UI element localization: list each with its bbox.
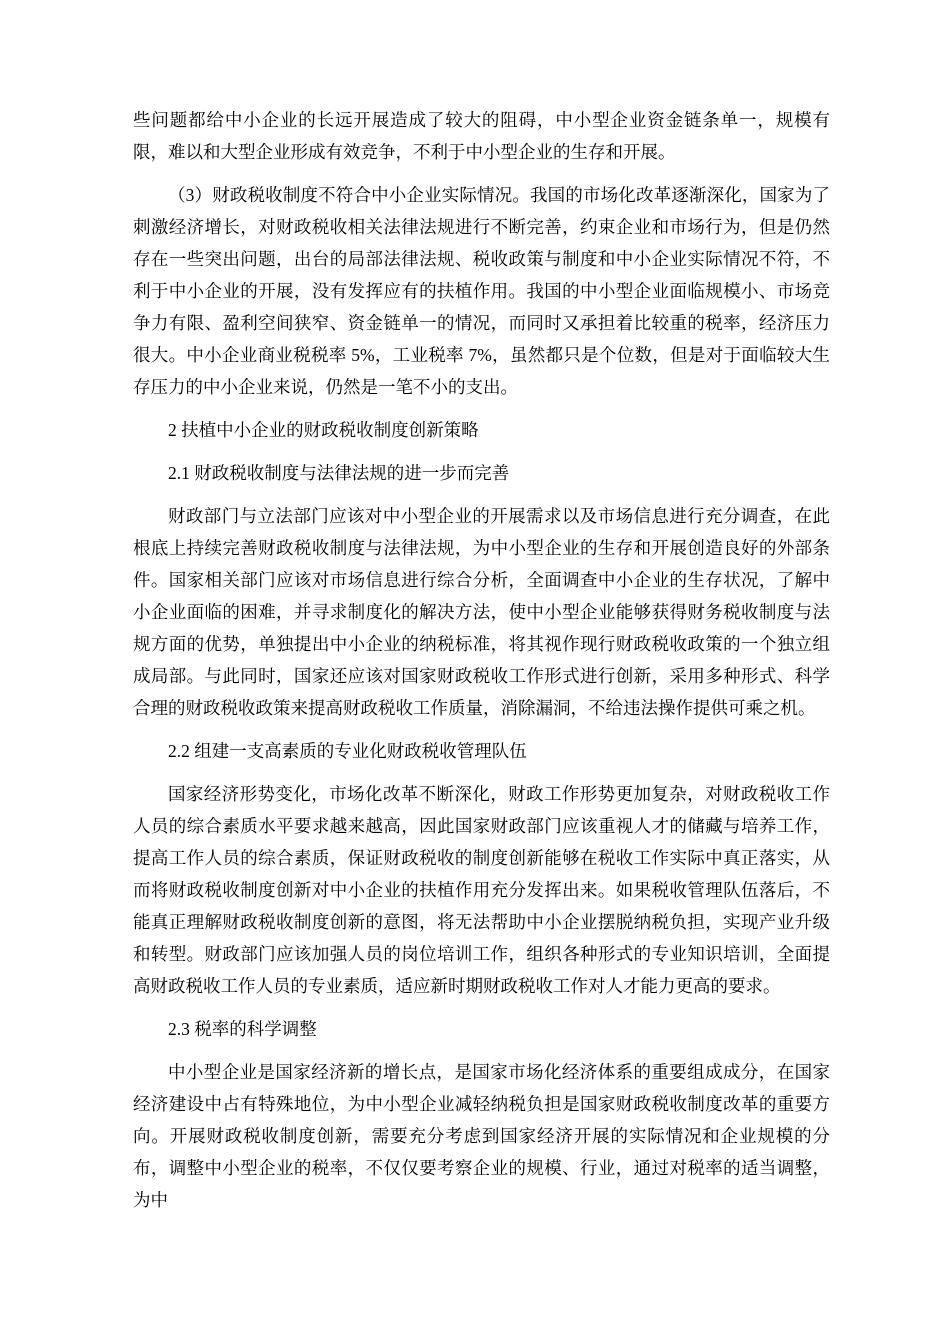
document-content: [133, 104, 830, 1216]
paragraph-professional-team: 国家经济形势变化，市场化改革不断深化，财政工作形势更加复杂，对财政税收工作人员的综合素质水平要求越来越高，因此国家财政部门应该重视人才的储藏与培养工作，提高工作人员的综合素质，保证财政税收的制度创新能够在税收工作实际中真正落实，从而将财政税收制度创新对中小企业的扶植作用充分发挥出来。如果税收管理队伍落后，不能真正理解财政税收制度创新的意图，将无法帮助中小企业摆脱纳税负担，实现产业升级和转型。财政部门应该加强人员的岗位培训工作，组织各种形式的专业知识培训，全面提高财政税收工作人员的专业素质，适应新时期财政税收工作对人才能力更高的要求。: [133, 784, 830, 996]
section-heading-2-1: 2.1 财政税收制度与法律法规的进一步而完善: [168, 463, 510, 483]
paragraph-legal-improvement: 财政部门与立法部门应该对中小型企业的开展需求以及市场信息进行充分调查，在此根底上持续完善财政税收制度与法律法规，为中小型企业的生存和开展创造良好的外部条件。国家相关部门应该对市场信息进行综合分析，全面调查中小企业的生存状况，了解中小企业面临的困难，并寻求制度化的解决方法，使中小型企业能够获得财务税收制度与法规方面的优势，单独提出中小企业的纳税标准，将其视作现行财政税收政策的一个独立组成局部。与此同时，国家还应该对国家财政税收工作形式进行创新，采用多种形式、科学合理的财政税收政策来提高财政税收工作质量，消除漏洞，不给违法操作提供可乘之机。: [133, 506, 830, 718]
paragraph-tax-rate-adjustment: 中小型企业是国家经济新的增长点，是国家市场化经济体系的重要组成成分，在国家经济建设中占有特殊地位，为中小型企业减轻纳税负担是国家财政税收制度改革的重要方向。开展财政税收制度创新，需要充分考虑到国家经济开展的实际情况和企业规模的分布，调整中小型企业的税率，不仅仅要考察企业的规模、行业，通过对税率的适当调整，为中: [133, 1062, 830, 1210]
paragraph-continuation: 些问题都给中小企业的长远开展造成了较大的阻碍，中小型企业资金链条单一，规模有限，难以和大型企业形成有效竞争，不利于中小型企业的生存和开展。: [133, 110, 830, 162]
section-heading-2-3: 2.3 税率的科学调整: [168, 1019, 317, 1039]
paragraph-tax-system-mismatch: （3）财政税收制度不符合中小企业实际情况。我国的市场化改革逐渐深化，国家为了刺激经济增长，对财政税收相关法律法规进行不断完善，约束企业和市场行为，但是仍然存在一些突出问题，出台的局部法律法规、税收政策与制度和中小企业实际情况不符，不利于中小企业的开展，没有发挥应有的扶植作用。我国的中小型企业面临规模小、市场竞争力有限、盈利空间狭窄、资金链单一的情况，而同时又承担着比较重的税率，经济压力很大。中小企业商业税税率 5%，工业税率 7%，虽然都只是个位数，但是对于面临较大生存压力的中小企业来说，仍然是一笔不小的支出。: [133, 185, 830, 397]
section-heading-2-2: 2.2 组建一支高素质的专业化财政税收管理队伍: [168, 741, 527, 761]
section-heading-2: 2 扶植中小企业的财政税收制度创新策略: [168, 420, 479, 440]
